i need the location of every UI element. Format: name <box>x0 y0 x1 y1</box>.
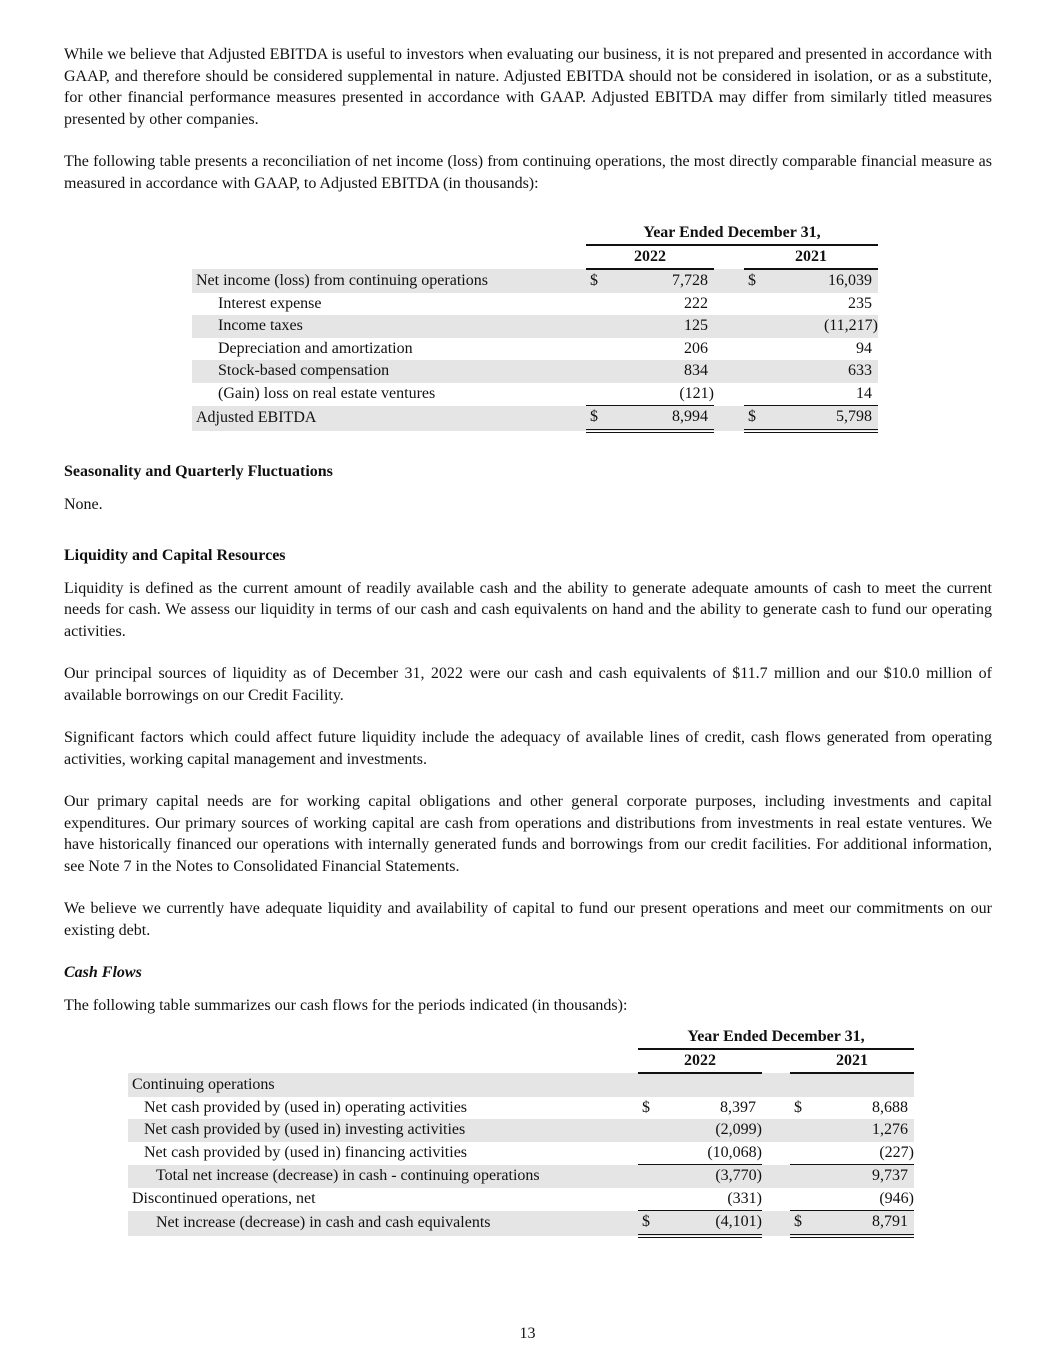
row-label: Total net increase (decrease) in cash - continuing operations <box>128 1165 638 1188</box>
seasonality-heading: Seasonality and Quarterly Fluctuations <box>64 463 333 480</box>
value-2021: 633 <box>770 360 878 383</box>
value-2022: (121) <box>679 384 714 402</box>
value-2021: (227) <box>879 1143 914 1161</box>
table-row <box>128 1142 914 1165</box>
row-label: Net cash provided by (used in) financing activities <box>144 1144 468 1161</box>
currency-symbol: $ <box>586 406 612 431</box>
reconciliation-intro-paragraph: The following table presents a reconciliation of net income (loss) from continuing operations, the most directly comparable financial measure as measured in accordance with GAAP, to Adjusted EBITDA (in thousands): <box>64 153 992 192</box>
value-2021: 235 <box>848 294 872 312</box>
row-label: Stock-based compensation <box>192 360 586 383</box>
value-2022: (10,068) <box>707 1143 762 1161</box>
value-2021: 8,791 <box>816 1211 914 1236</box>
table-total-row <box>192 406 878 431</box>
row-label: Interest expense <box>218 294 322 312</box>
table-subtotal-row <box>128 1165 914 1188</box>
value-2022: 8,994 <box>612 406 714 431</box>
row-label: Adjusted EBITDA <box>192 406 586 431</box>
table-row <box>192 269 878 293</box>
table-row <box>128 1188 914 1211</box>
row-label: Net income (loss) from continuing operations <box>192 269 586 293</box>
cash-flows-heading: Cash Flows <box>64 964 142 981</box>
value-2022: 206 <box>684 339 708 357</box>
table-row <box>192 360 878 383</box>
year-ended-header: Year Ended December 31, <box>638 1026 914 1049</box>
liquidity-paragraph: Significant factors which could affect future liquidity include the adequacy of available lines of credit, cash flows generated from operating activities, working capital management and investments. <box>64 729 992 768</box>
year-2022-header: 2022 <box>638 1049 762 1073</box>
seasonality-text: None. <box>64 495 103 513</box>
table-row <box>192 338 878 361</box>
row-label: Net cash provided by (used in) investing activities <box>128 1119 638 1142</box>
table-header-row <box>192 222 878 245</box>
value-2021: 1,276 <box>816 1119 914 1142</box>
row-label: (Gain) loss on real estate ventures <box>218 385 436 402</box>
row-label: Depreciation and amortization <box>218 339 413 357</box>
value-2021: 5,798 <box>770 406 878 431</box>
row-label: Discontinued operations, net <box>132 1190 316 1207</box>
cash-flows-intro: The following table summarizes our cash flows for the periods indicated (in thousands): <box>64 996 628 1014</box>
value-2022: (331) <box>727 1189 762 1207</box>
value-2022: 222 <box>684 294 708 312</box>
year-ended-header: Year Ended December 31, <box>586 222 878 245</box>
value-2022: 834 <box>612 360 714 383</box>
value-2021: 94 <box>856 339 872 357</box>
adjusted-ebitda-disclaimer-paragraph: While we believe that Adjusted EBITDA is useful to investors when evaluating our business, it is not prepared and presented in accordance with GAAP, and therefore should be considered supplemental in nature. Adjusted EBITDA should not be considered in isolation, or as a substitute, for other financial performance measures presented in accordance with GAAP. Adjusted EBITDA may differ from similarly titled measures presented by other companies. <box>64 46 992 128</box>
table-year-row <box>128 1049 914 1073</box>
year-2022-header: 2022 <box>586 245 714 269</box>
value-2021: 16,039 <box>770 269 878 293</box>
adjusted-ebitda-reconciliation-table <box>192 222 878 433</box>
value-2022: 7,728 <box>612 269 714 293</box>
table-row <box>192 315 878 338</box>
seasonality-section <box>64 461 992 515</box>
table-header-row <box>128 1026 914 1049</box>
value-2022: (3,770) <box>664 1165 762 1188</box>
currency-symbol: $ <box>642 1098 650 1116</box>
currency-symbol: $ <box>638 1211 664 1236</box>
value-2022: 8,397 <box>720 1098 756 1116</box>
table-row <box>128 1097 914 1120</box>
currency-symbol: $ <box>744 269 770 293</box>
table-row <box>192 293 878 316</box>
year-2021-header: 2021 <box>790 1049 914 1073</box>
row-label: Income taxes <box>192 315 586 338</box>
currency-symbol: $ <box>586 269 612 293</box>
document-page <box>64 44 992 215</box>
row-label: Net cash provided by (used in) operating activities <box>144 1098 468 1116</box>
row-label: Continuing operations <box>128 1073 638 1097</box>
year-2021-header: 2021 <box>744 245 878 269</box>
currency-symbol: $ <box>790 1211 816 1236</box>
value-2021: 9,737 <box>816 1165 914 1188</box>
table-year-row <box>192 245 878 269</box>
liquidity-paragraph: We believe we currently have adequate liquidity and availability of capital to fund our present operations and meet our commitments on our existing debt. <box>64 900 992 939</box>
value-2022: (4,101) <box>664 1211 762 1236</box>
liquidity-paragraph: Liquidity is defined as the current amount of readily available cash and the ability to generate adequate amounts of cash to meet the current needs for cash. We assess our liquidity in terms of our cash and cash equivalents on hand and the ability to generate cash to fund our operating activities. <box>64 579 992 640</box>
liquidity-paragraph: Our primary capital needs are for working capital obligations and other general corporate purposes, including investments and capital expenditures. Our primary sources of working capital are cash from operations and distributions from investments in real estate ventures. We have historically financed our operations with internally generated funds and borrowings from our credit facilities. For additional information, see Note 7 in the Notes to Consolidated Financial Statements. <box>64 793 992 875</box>
value-2021: 14 <box>856 384 872 402</box>
page-number: 13 <box>519 1325 536 1342</box>
table-total-row <box>128 1211 914 1236</box>
value-2021: (946) <box>879 1189 914 1207</box>
cash-flows-table <box>128 1026 914 1238</box>
value-2021: (11,217) <box>770 315 878 338</box>
liquidity-heading: Liquidity and Capital Resources <box>64 547 286 564</box>
table-row <box>128 1119 914 1142</box>
currency-symbol: $ <box>794 1098 802 1116</box>
value-2021: 8,688 <box>872 1098 908 1116</box>
table-row <box>192 383 878 406</box>
liquidity-section <box>64 545 992 1016</box>
table-row <box>128 1073 914 1097</box>
value-2022: 125 <box>612 315 714 338</box>
value-2022: (2,099) <box>664 1119 762 1142</box>
currency-symbol: $ <box>744 406 770 431</box>
liquidity-paragraph: Our principal sources of liquidity as of December 31, 2022 were our cash and cash equivalents of $11.7 million and our $10.0 million of available borrowings on our Credit Facility. <box>64 665 992 704</box>
row-label: Net increase (decrease) in cash and cash equivalents <box>128 1211 638 1236</box>
